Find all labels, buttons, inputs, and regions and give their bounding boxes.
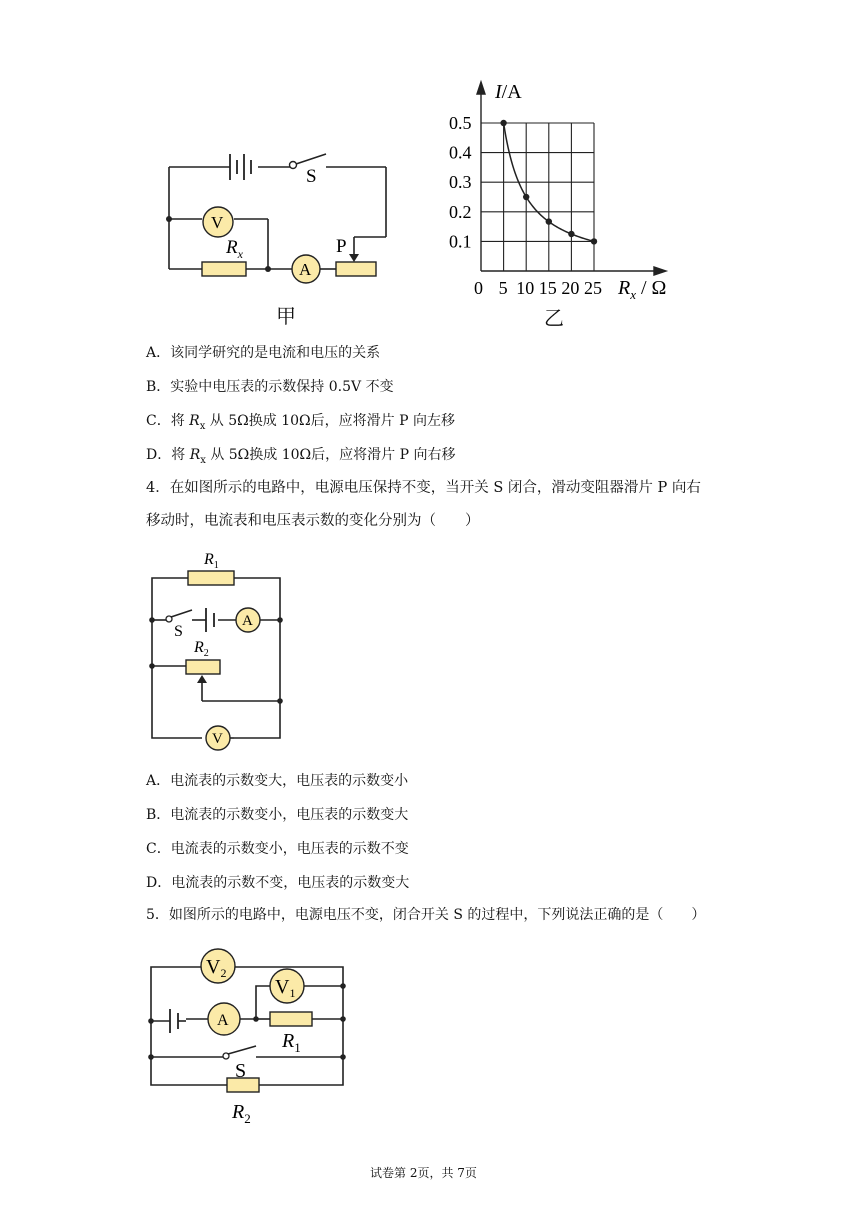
q3-option-a[interactable]: A．该同学研究的是电流和电压的关系: [146, 345, 381, 361]
q5-switch-label: S: [235, 1060, 247, 1082]
x-tick-label: 20: [561, 278, 580, 298]
x-tick-label: 25: [584, 278, 602, 298]
x-tick-label: 10: [516, 278, 535, 298]
q4-voltmeter-label: V: [212, 731, 223, 747]
q5-stem: 5．如图所示的电路中，电源电压不变，闭合开关 S 的过程中，下列说法正确的是（ ）: [146, 907, 706, 923]
page-footer: 试卷第 2页，共 7页: [370, 1166, 477, 1180]
x-axis-label: $R_x$ / Ω: [618, 277, 667, 302]
ammeter-label: A: [299, 260, 312, 279]
q3-option-b[interactable]: B．实验中电压表的示数保持 0.5V 不变: [146, 379, 394, 395]
data-point: [546, 218, 552, 224]
x-axis-arrow: [654, 267, 666, 275]
q4-ammeter-label: A: [242, 613, 253, 629]
q5-ammeter-label: A: [217, 1012, 229, 1029]
y-tick-label: 0.4: [449, 142, 472, 163]
q5-v2-label: $V_2$: [206, 956, 227, 980]
data-point: [568, 231, 574, 237]
y-axis-arrow: [477, 82, 485, 94]
x-tick-label: 5: [498, 278, 508, 298]
y-tick-label: 0.1: [449, 231, 472, 252]
chart-yi: [440, 74, 680, 314]
q3-option-c[interactable]: C．将 $R_x$ 从 5Ω换成 10Ω后，应将滑片 P 向左移: [146, 413, 455, 432]
rx-label: $R_x$: [226, 237, 243, 261]
slider-label: P: [336, 236, 347, 257]
q5-r2-label: $R_2$: [232, 1101, 251, 1126]
y-tick-label: 0.2: [449, 201, 472, 222]
fig-jia-caption: 甲: [276, 304, 296, 328]
q4-r2-label: $R_2$: [194, 639, 209, 659]
x-tick-label: 15: [538, 278, 557, 298]
q3-option-d[interactable]: D．将 $R_x$ 从 5Ω换成 10Ω后，应将滑片 P 向右移: [146, 447, 456, 466]
q4-option-a[interactable]: A．电流表的示数变大，电压表的示数变小: [146, 773, 409, 789]
circuit-q5: [140, 940, 360, 1130]
data-point: [523, 194, 529, 200]
origin-label: 0: [474, 278, 483, 298]
q5-r1-label: $R_1$: [282, 1030, 301, 1055]
data-point: [500, 120, 506, 126]
fig-yi-caption: 乙: [544, 306, 564, 330]
chart-ticks: [449, 113, 602, 298]
voltmeter-label: V: [211, 213, 224, 232]
chart-grid: [481, 123, 594, 271]
circuit-jia: [150, 140, 410, 290]
q4-option-c[interactable]: C．电流表的示数变小，电压表的示数不变: [146, 841, 409, 857]
circuit-q4: [140, 545, 300, 755]
data-point: [591, 238, 597, 244]
switch-label: S: [306, 166, 317, 187]
q4-stem-line2: 移动时，电流表和电压表示数的变化分别为（ ）: [146, 513, 480, 529]
q4-switch-label: S: [174, 623, 183, 640]
y-axis-label: I/A: [495, 81, 522, 103]
q4-stem-line1: 4．在如图所示的电路中，电源电压保持不变，当开关 S 闭合，滑动变阻器滑片 P 向右: [146, 480, 701, 496]
q4-option-b[interactable]: B．电流表的示数变小，电压表的示数变大: [146, 807, 409, 823]
y-tick-label: 0.3: [449, 172, 472, 193]
q4-option-d[interactable]: D．电流表的示数不变，电压表的示数变大: [146, 875, 410, 891]
y-tick-label: 0.5: [449, 113, 472, 133]
q4-r1-label: $R_1$: [204, 551, 219, 571]
q5-v1-label: $V_1$: [275, 976, 296, 1000]
